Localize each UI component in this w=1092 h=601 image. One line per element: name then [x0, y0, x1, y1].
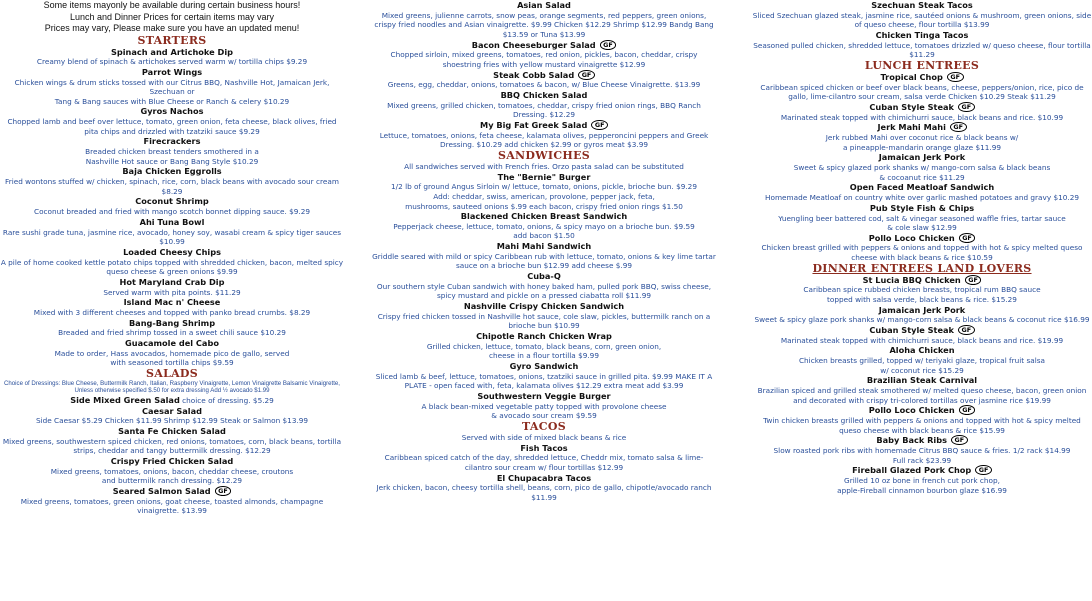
- item-name: [372, 361, 716, 372]
- item-description: [0, 78, 344, 97]
- section-heading: [372, 150, 716, 162]
- item-name: [0, 318, 344, 329]
- item-name: [752, 152, 1092, 163]
- line-text: topped with salsa verde, black beans & rice. $15.29: [827, 295, 1017, 305]
- line-text: Choice of Dressings: Blue Cheese, Buttermilk Ranch, Italian, Raspberry Vinaigrette, Lemon Vinaigrette Balsamic Vinaigrette, Unless otherwise specified $.50 for extra dressing Add ½ avocado $1.99: [3, 379, 340, 395]
- section-heading: [0, 368, 344, 380]
- dressing-note: [0, 380, 344, 395]
- line-text: Breaded chicken breast tenders smothered in a: [85, 147, 259, 157]
- item-description: [0, 476, 344, 486]
- line-text: Tropical Chop: [880, 71, 943, 82]
- line-text: Jamaican Jerk Pork: [878, 304, 966, 315]
- line-text: Lunch and Dinner Prices for certain items may vary: [69, 11, 275, 22]
- item-name: [372, 301, 716, 312]
- item-name: [752, 275, 1092, 286]
- line-text: Breaded and fried shrimp tossed in a sweet chili sauce $10.29: [58, 328, 286, 338]
- line-text: Full rack $23.99: [892, 455, 952, 465]
- item-description: [372, 192, 716, 202]
- line-text: Grilled 10 oz bone in french cut pork chop,: [844, 476, 1000, 486]
- line-text: Santa Fe Chicken Salad: [118, 425, 226, 436]
- item-name: [752, 203, 1092, 214]
- item-description: [0, 177, 344, 196]
- line-text: Lettuce, tomatoes, onions, feta cheese, kalamata olives, pepperoncini peppers and Greek Dressing. $10.29 add chicken $2.99 or gyros meat $3.99: [379, 130, 709, 150]
- item-name: [372, 391, 716, 402]
- item-name: [372, 331, 716, 342]
- line-text: Hot Maryland Crab Dip: [119, 276, 225, 287]
- item-name: [752, 72, 1092, 83]
- line-text: Fried wontons stuffed w/ chicken, spinach, rice, corn, black beans with avocado sour cream $8.29: [5, 177, 339, 196]
- item-description: [752, 214, 1092, 224]
- item-description: [372, 231, 716, 241]
- line-text: Firecrackers: [143, 136, 201, 147]
- item-name: [372, 40, 716, 51]
- line-text: Sweet & spicy glaze pork shanks w/ mango-corn salsa & black beans & coconut rice $16.99: [754, 315, 1090, 325]
- item-description: [0, 258, 344, 277]
- line-text: My Big Fat Greek Salad: [480, 119, 588, 130]
- item-name: [0, 67, 344, 78]
- item-description: [0, 117, 344, 136]
- item-description: [752, 486, 1092, 496]
- menu-note: [0, 12, 344, 24]
- line-text: 1/2 lb of ground Angus Sirloin w/ lettuce, tomato, onions, pickle, brioche bun. $9.29: [391, 182, 697, 192]
- item-name: [0, 136, 344, 147]
- item-description: [372, 433, 716, 443]
- line-text: Gyros Nachos: [140, 106, 204, 117]
- line-text: Blackened Chicken Breast Sandwich: [460, 211, 628, 222]
- line-text: Side Mixed Green Salad: [70, 394, 180, 405]
- item-description: [752, 386, 1092, 405]
- line-text: The "Bernie" Burger: [497, 171, 591, 182]
- line-text: Baja Chicken Eggrolls: [122, 166, 222, 177]
- line-text: Mixed greens, southwestern spiced chicken, red onions, tomatoes, corn, black beans, tortilla strips, cheddar and tangy buttermilk dressing. $12.29: [2, 436, 342, 456]
- line-text: Served warm with pita points. $11.29: [103, 287, 241, 297]
- line-text: Twin chicken breasts grilled with peppers & onions and topped with hot & spicy melted queso cheese with black beans & rice $15.99: [763, 416, 1081, 435]
- item-description: [752, 446, 1092, 456]
- menu-column-3: [752, 0, 1092, 495]
- line-text: a pineapple-mandarin orange glaze $11.99: [842, 142, 1002, 152]
- item-description: [0, 97, 344, 107]
- item-description: [0, 416, 344, 426]
- item-description: [372, 50, 716, 69]
- line-text: Szechuan Steak Tacos: [871, 0, 973, 10]
- section-heading: [752, 60, 1092, 72]
- line-text: Coconut breaded and fried with mango scotch bonnet dipping sauce. $9.29: [33, 207, 311, 217]
- line-text: All sandwiches served with French fries. Orzo pasta salad can be substituted: [404, 161, 684, 171]
- line-text: Mixed greens, grilled chicken, tomatoes, cheddar, crispy fried onion rings, BBQ Ranch Dressing. $12.29: [387, 100, 701, 120]
- line-text: Homemade Meatloaf on country white over garlic mashed potatoes and gravy $10.29: [765, 193, 1079, 203]
- item-description: [0, 328, 344, 338]
- item-description: [372, 453, 716, 472]
- item-description: [752, 143, 1092, 153]
- item-name: [0, 166, 344, 177]
- menu-column-1: [0, 0, 344, 516]
- line-text: Asian Salad: [517, 0, 571, 10]
- item-description: [752, 163, 1092, 173]
- line-text: Chopped sirloin, mixed greens, tomatoes, red onion, pickles, bacon, cheddar, crispy shoestring fries with yellow mustard vinaigrette $12.99: [390, 50, 698, 69]
- item-description: [752, 366, 1092, 376]
- item-name: [372, 271, 716, 282]
- line-text: Guacamole del Cabo: [125, 337, 219, 348]
- item-name: [752, 405, 1092, 416]
- item-description: [0, 157, 344, 167]
- item-description: [752, 336, 1092, 346]
- item-description: [752, 133, 1092, 143]
- gluten-free-badge: GF: [951, 435, 968, 445]
- line-text: Mixed with 3 different cheeses and topped with panko bread crumbs. $8.29: [33, 307, 311, 317]
- gluten-free-badge: GF: [959, 233, 976, 243]
- line-text: Fireball Glazed Pork Chop: [852, 465, 972, 476]
- item-name: [752, 305, 1092, 316]
- menu-column-2: [372, 0, 716, 503]
- item-name: [0, 406, 344, 417]
- item-description: [0, 288, 344, 298]
- item-name: [0, 338, 344, 349]
- item-name: [0, 486, 344, 497]
- item-description: [372, 351, 716, 361]
- line-text: Grilled chicken, lettuce, tomato, black beans, corn, green onion,: [426, 341, 662, 351]
- line-text: Mixed greens, julienne carrots, snow peas, orange segments, red peppers, green onions, crispy fried noodles and Asian vinaigrette. $9.99 Chicken $12.29 Shrimp $12.99 Bandg Bang $13.59 or Tuna $13.99: [374, 10, 714, 39]
- item-description: [0, 467, 344, 477]
- item-description: [752, 285, 1092, 295]
- line-text: Parrot Wings: [141, 66, 203, 77]
- item-name: [372, 120, 716, 131]
- line-text: Some items mayonly be available during certain business hours!: [43, 0, 301, 10]
- item-name: [372, 473, 716, 484]
- item-description: [0, 308, 344, 318]
- line-text: Chicken Tinga Tacos: [875, 29, 969, 40]
- line-text: Jamaican Jerk Pork: [878, 152, 966, 163]
- line-text: DINNER ENTREES LAND LOVERS: [812, 261, 1032, 275]
- item-name: [752, 0, 1092, 11]
- item-name: [752, 102, 1092, 113]
- gluten-free-badge: GF: [950, 122, 967, 132]
- line-text: add bacon $1.50: [513, 231, 575, 241]
- item-name: [372, 0, 716, 11]
- line-text: Sweet & spicy glazed pork shanks w/ mango-corn salsa & black beans: [793, 163, 1051, 173]
- item-name: [0, 106, 344, 117]
- line-text: Nashville Crispy Chicken Sandwich: [463, 301, 625, 312]
- line-text: Prices may vary, Please make sure you have an updated menu!: [44, 23, 300, 33]
- line-text: Side Caesar $5.29 Chicken $11.99 Shrimp $12.99 Steak or Salmon $13.99: [35, 416, 309, 426]
- line-text: and buttermilk ranch dressing. $12.29: [101, 476, 243, 486]
- item-description: [752, 173, 1092, 183]
- line-text: Brazilian spiced and grilled steak smothered w/ melted queso cheese, bacon, green onion and decorated with crispy tri-colored tortillas over jasmine rice $19.99: [757, 386, 1087, 405]
- line-text: Bacon Cheeseburger Salad: [471, 39, 596, 50]
- line-text: LUNCH ENTREES: [864, 58, 980, 72]
- line-text: Caesar Salad: [142, 405, 202, 416]
- line-text: St Lucia BBQ Chicken: [862, 274, 961, 285]
- line-text: TACOS: [522, 419, 566, 433]
- item-description: [752, 476, 1092, 486]
- item-description: [752, 193, 1092, 203]
- item-name: [0, 426, 344, 437]
- item-name: [0, 277, 344, 288]
- item-description: [372, 80, 716, 90]
- line-text: Coconut Shrimp: [135, 196, 209, 207]
- line-text: & cocoanut rice $11.29: [879, 172, 965, 182]
- line-text: Our southern style Cuban sandwich with honey baked ham, pulled pork BBQ, swiss cheese, spicy mustard and pickle on a pressed ciabatta roll $11.99: [376, 281, 712, 301]
- line-text: Brazilian Steak Carnival: [866, 375, 978, 386]
- item-description: [752, 243, 1092, 262]
- line-text: Yuengling beer battered cod, salt & vinegar seasoned waffle fries, tartar sauce: [778, 213, 1066, 223]
- line-text: Jerk chicken, bacon, cheesy tortilla shell, beans, corn, pico de gallo, chipotle/avocado ranch $11.99: [376, 483, 712, 502]
- line-text: Loaded Cheesy Chips: [123, 246, 221, 257]
- item-description: [752, 295, 1092, 305]
- item-name: [372, 172, 716, 183]
- line-text: Aloha Chicken: [889, 345, 955, 356]
- line-text: Seared Salmon Salad: [112, 485, 211, 496]
- item-name: [0, 395, 344, 406]
- item-description: [372, 483, 716, 502]
- gluten-free-badge: GF: [600, 40, 617, 50]
- line-text: cheese in a flour tortilla $9.99: [489, 351, 599, 361]
- line-text: apple-Fireball cinnamon bourbon glaze $16.99: [837, 485, 1007, 495]
- line-text: Creamy blend of spinach & artichokes served warm w/ tortilla chips $9.29: [36, 57, 308, 67]
- gluten-free-badge: GF: [215, 486, 232, 496]
- line-text: Chopped lamb and beef over lettuce, tomato, green onion, feta cheese, black olives, fried pita chips and drizzled with tzatziki sauce $9.29: [7, 117, 337, 136]
- gluten-free-badge: GF: [975, 465, 992, 475]
- line-text: Caribbean spiced catch of the day, shredded lettuce, Cheddr mix, tomato salsa & lime-cilantro sour cream w/ flour tortillas $12.99: [384, 453, 704, 472]
- gluten-free-badge: GF: [947, 72, 964, 82]
- line-text: Pollo Loco Chicken: [868, 232, 955, 243]
- gluten-free-badge: GF: [958, 325, 975, 335]
- item-description: [372, 131, 716, 150]
- item-name: [372, 90, 716, 101]
- section-heading: [0, 35, 344, 47]
- gluten-free-badge: GF: [958, 102, 975, 112]
- item-name: [0, 47, 344, 58]
- item-description: [0, 147, 344, 157]
- item-description: [0, 437, 344, 456]
- menu-note: [0, 0, 344, 12]
- line-text: Crispy fried chicken tossed in Nashville hot sauce, cole slaw, pickles, buttermilk ranch on a brioche bun $10.99: [377, 311, 711, 331]
- line-text: Sliced Szechuan glazed steak, jasmine rice, sautéed onions & mushroom, green onions, side of queso cheese, flour tortilla $13.99: [752, 10, 1092, 30]
- item-description: [372, 312, 716, 331]
- item-name: [752, 233, 1092, 244]
- line-text: Pollo Loco Chicken: [868, 405, 955, 416]
- line-text: Griddle seared with mild or spicy Caribbean rub with lettuce, tomato, onions & key lime tartar sauce on a brioche bun $12.99 add cheese $.99: [372, 251, 716, 271]
- line-text: Baby Back Ribs: [876, 435, 947, 446]
- item-name: [752, 375, 1092, 386]
- line-text: Pub Style Fish & Chips: [869, 202, 975, 213]
- line-text: Gyro Sandwich: [509, 361, 579, 372]
- line-text: Ahi Tuna Bowl: [139, 216, 205, 227]
- item-name: [372, 241, 716, 252]
- item-description: [752, 11, 1092, 30]
- line-text: Made to order, Hass avocados, homemade pico de gallo, served: [54, 348, 290, 358]
- item-name: [0, 247, 344, 258]
- item-name: [0, 196, 344, 207]
- line-text: SANDWICHES: [497, 148, 591, 162]
- gluten-free-badge: GF: [965, 275, 982, 285]
- line-text: & avocado sour cream $9.59: [491, 411, 597, 421]
- item-description: [752, 41, 1092, 60]
- line-text: Marinated steak topped with chimichurri sauce, black beans and rice. $10.99: [780, 112, 1064, 122]
- line-trailing-text: choice of dressing. $5.29: [179, 395, 274, 405]
- item-name: [752, 30, 1092, 41]
- item-description: [752, 223, 1092, 233]
- item-name: [752, 435, 1092, 446]
- item-name: [0, 297, 344, 308]
- item-description: [752, 456, 1092, 466]
- line-text: El Chupacabra Tacos: [496, 472, 592, 483]
- line-text: Chicken wings & drum sticks tossed with our Citrus BBQ, Nashville Hot, Jamaican Jerk, Szechuan or: [14, 77, 330, 97]
- line-text: Open Faced Meatloaf Sandwich: [849, 182, 995, 193]
- section-heading: [372, 421, 716, 433]
- line-text: mushrooms, sauteed onions $.99 each bacon, crispy fried onion rings $1.50: [405, 201, 683, 211]
- item-name: [0, 217, 344, 228]
- line-text: Seasoned pulled chicken, shredded lettuce, tomatoes drizzled w/ queso cheese, flour tortilla $11.29: [753, 40, 1091, 60]
- item-name: [0, 456, 344, 467]
- line-text: Tang & Bang sauces with Blue Cheese or Ranch & celery $10.29: [54, 96, 290, 106]
- line-text: SALADS: [145, 366, 199, 380]
- line-text: STARTERS: [137, 33, 207, 47]
- line-text: Caribbean spice rubbed chicken breasts, tropical rum BBQ sauce: [803, 285, 1041, 295]
- line-text: Steak Cobb Salad: [493, 69, 575, 80]
- item-description: [0, 57, 344, 67]
- item-name: [372, 211, 716, 222]
- line-text: w/ coconut rice $15.29: [880, 365, 964, 375]
- section-heading: [752, 263, 1092, 275]
- line-text: Pepperjack cheese, lettuce, tomato, onions, & spicy mayo on a brioche bun. $9.59: [393, 221, 695, 231]
- line-text: Greens, egg, cheddar, onions, tomatoes & bacon, w/ Blue Cheese Vinaigrette. $13.99: [387, 80, 701, 90]
- line-text: Sliced lamb & beef, lettuce, tomatoes, onions, tzatziki sauce in grilled pita. $9.99 MAKE IT A PLATE - open faced with, feta, kalamata olives $12.29 extra meat add $3.99: [375, 371, 713, 391]
- item-description: [372, 342, 716, 352]
- line-text: Cuban Style Steak: [869, 325, 954, 336]
- item-name: [372, 443, 716, 454]
- item-description: [372, 182, 716, 192]
- item-description: [0, 349, 344, 359]
- line-text: Island Mac n' Cheese: [123, 297, 221, 308]
- line-text: Mixed greens, tomatoes, green onions, goat cheese, toasted almonds, champagne vinaigrette. $13.99: [20, 496, 324, 516]
- line-text: Add: cheddar, swiss, american, provolone, pepper jack, feta,: [433, 191, 655, 201]
- line-text: Cuban Style Steak: [869, 101, 954, 112]
- line-text: Mixed greens, tomatoes, onions, bacon, cheddar cheese, croutons: [50, 466, 294, 476]
- line-text: Marinated steak topped with chimichurri sauce, black beans and rice. $19.99: [780, 335, 1064, 345]
- line-text: Jerk rubbed Mahi over coconut rice & black beans w/: [825, 133, 1019, 143]
- item-description: [372, 101, 716, 120]
- line-text: BBQ Chicken Salad: [500, 89, 588, 100]
- item-description: [372, 402, 716, 412]
- item-description: [752, 113, 1092, 123]
- item-name: [752, 122, 1092, 133]
- line-text: Southwestern Veggie Burger: [477, 391, 611, 401]
- item-description: [372, 252, 716, 271]
- line-text: Chicken breast grilled with peppers & onions and topped with hot & spicy melted queso cheese with black beans & rice $10.59: [761, 243, 1083, 263]
- line-text: with seasoned tortilla chips $9.59: [110, 358, 234, 368]
- line-text: Chipotle Ranch Chicken Wrap: [476, 331, 612, 342]
- item-name: [372, 70, 716, 81]
- line-text: A black bean-mixed vegetable patty topped with provolone cheese: [421, 401, 667, 411]
- gluten-free-badge: GF: [591, 120, 608, 130]
- line-text: Slow roasted pork ribs with homemade Citrus BBQ sauce & fries. 1/2 rack $14.99: [773, 446, 1071, 456]
- item-description: [752, 416, 1092, 435]
- gluten-free-badge: GF: [959, 405, 976, 415]
- item-description: [752, 83, 1092, 102]
- item-name: [752, 465, 1092, 476]
- item-description: [372, 11, 716, 40]
- item-description: [372, 372, 716, 391]
- line-text: Mahi Mahi Sandwich: [496, 241, 592, 252]
- item-name: [752, 182, 1092, 193]
- item-description: [372, 162, 716, 172]
- line-text: Rare sushi grade tuna, jasmine rice, avocado, honey soy, wasabi cream & spicy tiger sauces $10.99: [2, 227, 342, 247]
- line-text: Spinach and Artichoke Dip: [110, 46, 233, 57]
- item-description: [0, 207, 344, 217]
- line-text: A pile of home cooked kettle potato chips topped with shredded chicken, bacon, melted spicy queso cheese & green onions $9.99: [0, 257, 344, 277]
- item-name: [752, 325, 1092, 336]
- line-text: Chicken breasts grilled, topped w/ teriyaki glaze, tropical fruit salsa: [798, 356, 1046, 366]
- item-description: [0, 228, 344, 247]
- item-description: [0, 497, 344, 516]
- item-name: [752, 345, 1092, 356]
- line-text: Bang-Bang Shrimp: [128, 317, 216, 328]
- line-text: Served with side of mixed black beans & rice: [461, 432, 627, 442]
- item-description: [752, 315, 1092, 325]
- item-description: [372, 202, 716, 212]
- line-text: & cole slaw $12.99: [887, 223, 957, 233]
- line-text: Fish Tacos: [520, 442, 568, 453]
- item-description: [372, 282, 716, 301]
- line-text: Nashville Hot sauce or Bang Bang Style $10.29: [85, 156, 259, 166]
- item-description: [372, 222, 716, 232]
- line-text: Cuba-Q: [527, 271, 561, 282]
- line-text: Jerk Mahi Mahi: [877, 122, 946, 133]
- line-text: Crispy Fried Chicken Salad: [110, 455, 234, 466]
- line-text: Caribbean spiced chicken or beef over black beans, cheese, peppers/onion, rice, pico de gallo, lime-cilantro sour cream, salsa verde Chicken $10.29 Steak $11.29: [760, 82, 1084, 102]
- gluten-free-badge: GF: [578, 70, 595, 80]
- item-description: [752, 356, 1092, 366]
